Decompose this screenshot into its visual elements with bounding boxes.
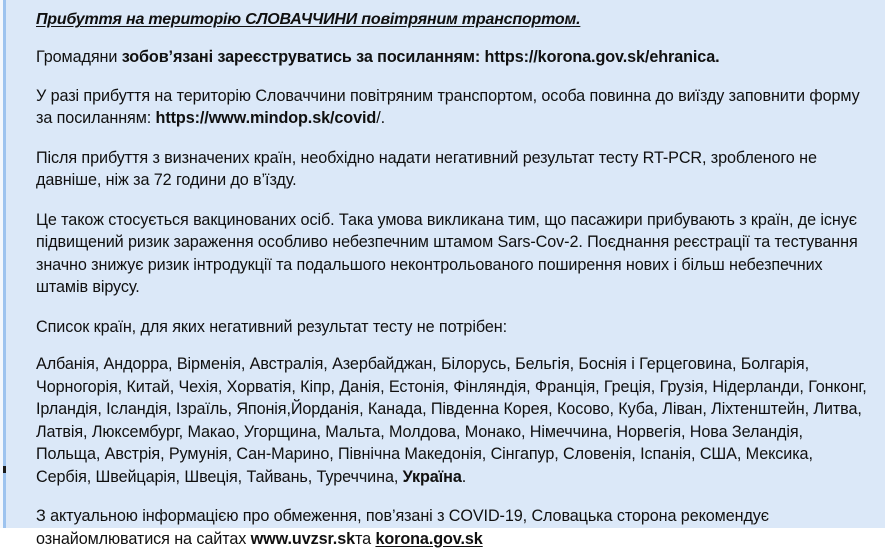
footer-korona-link[interactable]: korona.gov.sk <box>375 529 483 548</box>
country-list-header-text: Список країн, для яких негативний результат тесту не потрібен: <box>36 317 507 336</box>
mindop-link[interactable]: https://www.mindop.sk/covid <box>155 109 377 127</box>
country-list <box>36 353 869 488</box>
footer-conjunction-text: та <box>355 529 376 548</box>
left-rule-tick-mark <box>3 466 6 473</box>
document-content <box>36 0 869 548</box>
mindop-intro-text: У разі прибуття на територію Словаччини повітряним транспортом, особа повинна до виїзду заповнити форму за посиланням: <box>36 86 860 127</box>
country-list-text: Албанія, Андорра, Вірменія, Австралія, Азербайджан, Білорусь, Бельгія, Боснія і Герцеговина, Болгарія, Чорногорія, Китай, Чехія, Хорватія, Кіпр, Данія, Естонія, Фінляндія, Франція, Греція, Грузія, Нідерланди, Гонконг, Ірландія, Ісландія, Ізраїль, Японія,Йорданія, Канада, Південна Корея, Косово, Куба, Ліван, Ліхтенштейн, Литва, Латвія, Люксембург, Макао, Угорщина, Мальта, Молдова, Монако, Німеччина, Норвегія, Нова Зеландія, Польща, Австрія, Румунія, Сан-Марино, Північна Македонія, Сінгапур, Словенія, Іспанія, США, Мексика, Сербія, Швейцарія, Швеція, Тайвань, Туреччина, <box>36 355 867 486</box>
country-list-header <box>36 316 869 339</box>
registration-lead-text: Громадяни <box>36 48 122 66</box>
footer-intro-text: З актуальною інформацією про обмеження, пов’язані з COVID-19, Словацька сторона рекомендує ознайомлюватися на сайтах <box>36 507 769 548</box>
document-title-text: Прибуття на територію СЛОВАЧЧИНИ повітряним транспортом. <box>36 11 581 28</box>
document-title <box>36 9 869 31</box>
paragraph-pcr-requirement <box>36 147 869 192</box>
mindop-trailing-text: /. <box>376 109 385 127</box>
pcr-text: Після прибуття з визначених країн, необхідно надати негативний результат тесту RT-PCR, зробленого не давніше, ніж за 72 години до в’їзду. <box>36 148 817 189</box>
registration-bold-text: зобов’язані зареєструватись за посиланням: https://korona.gov.sk/ehranica. <box>121 48 720 66</box>
vaccinated-text: Це також стосується вакцинованих осіб. Така умова викликана тим, що пасажири прибувають з країн, де існує підвищений ризик зараження особливо небезпечним штамом Sars-Cov-2. Поєднання реєстрації та тестування значно знижує ризик інтродукції та подальшого неконтрольованого поширення нових і більш небезпечних штамів вірусу. <box>36 210 858 296</box>
paragraph-registration <box>36 46 869 69</box>
paragraph-vaccinated-notice <box>36 209 869 299</box>
country-list-terminator: . <box>461 467 467 486</box>
footer-uvzsr-link[interactable]: www.uvzsr.sk <box>250 529 356 548</box>
country-list-ukraine: Україна <box>402 467 462 486</box>
paragraph-mindop-form <box>36 85 869 130</box>
left-accent-rule <box>3 0 6 528</box>
